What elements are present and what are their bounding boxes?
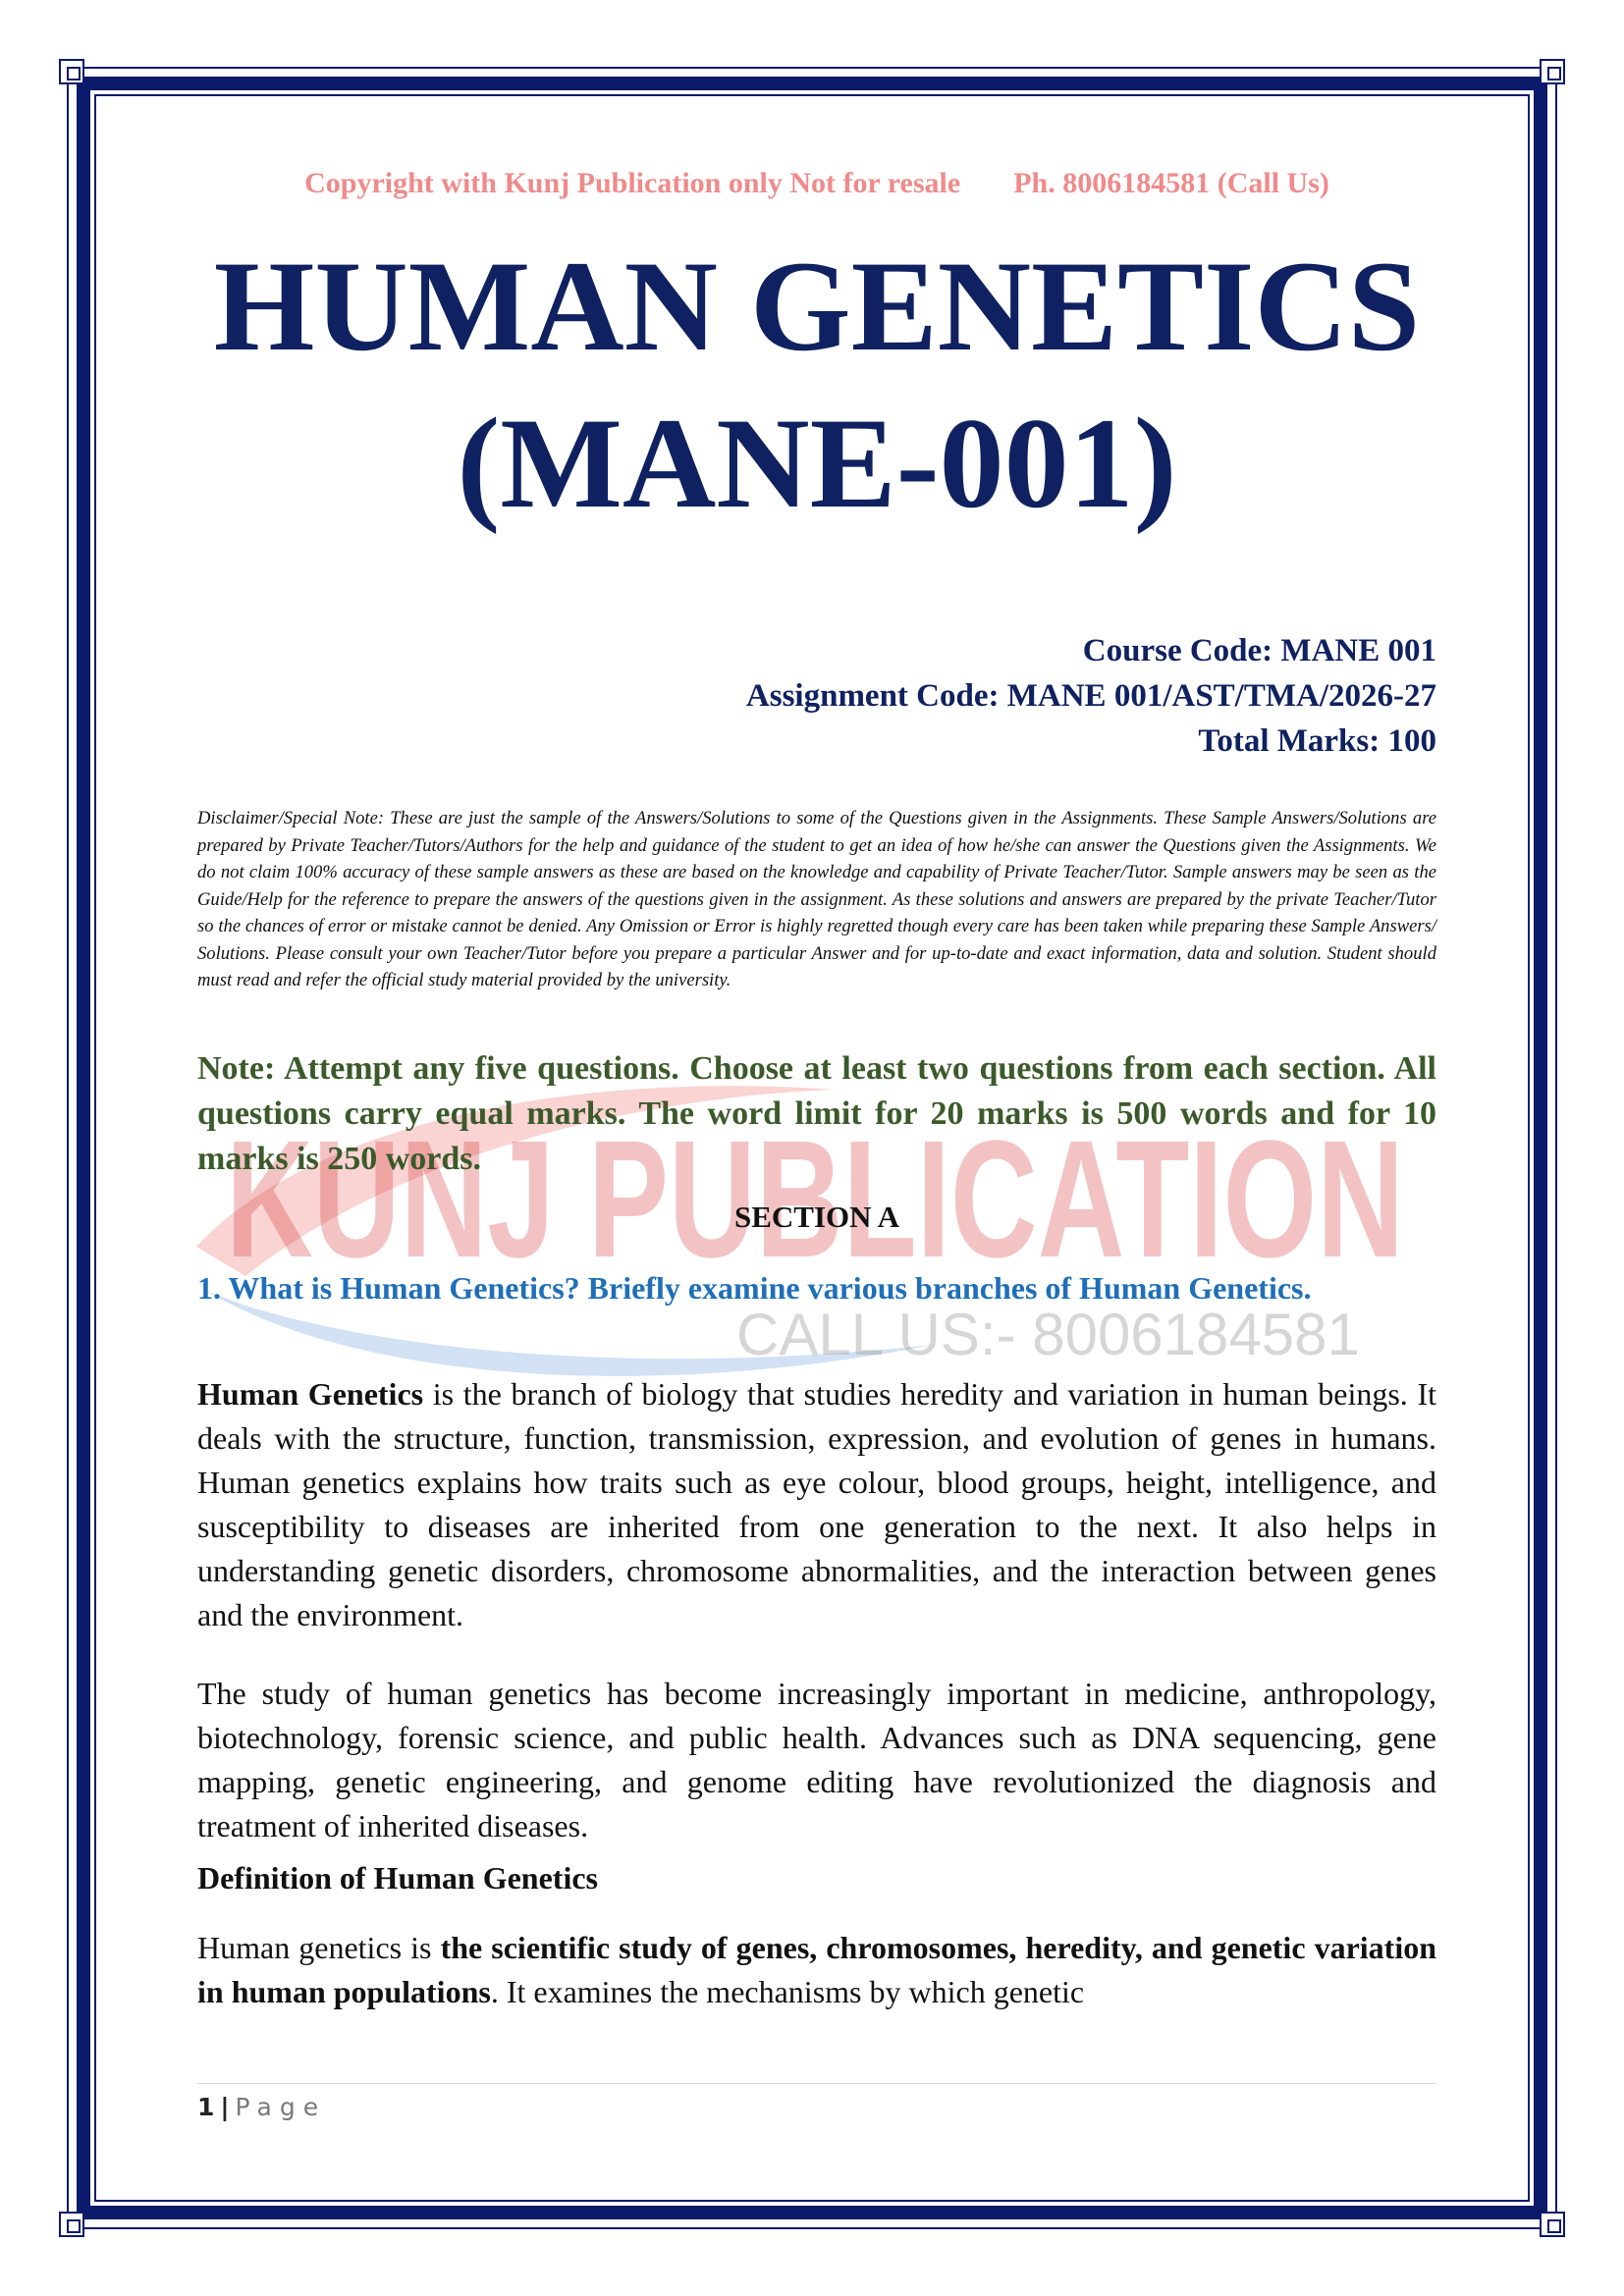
watermark-phone: CALL US:- 8006184581 [736, 1302, 1360, 1367]
page-label: Page [235, 2093, 327, 2121]
answer-paragraph-3 [197, 1926, 1436, 2014]
footer-separator: | [220, 2093, 230, 2121]
question-1: 1. What is Human Genetics? Briefly examine various branches of Human Genetics. [197, 1270, 1312, 1306]
document-title [197, 228, 1436, 542]
title-line-2: (MANE-001) [457, 391, 1177, 535]
answer-paragraph-1 [197, 1372, 1436, 1637]
corner-ornament-top-right [1540, 59, 1565, 84]
section-heading: SECTION A [734, 1200, 899, 1234]
page-footer [197, 2093, 326, 2121]
answer-paragraph-2: The study of human genetics has become increasingly important in medicine, anthropology, biotechnology, forensic science, and public health. Advances such as DNA sequencing, gene mapping, genetic engineering, and genome editing have revolutionized the diagnosis and treatment of inherited diseases. [197, 1676, 1436, 1843]
corner-ornament-bottom-left [59, 2212, 84, 2237]
title-line-1: HUMAN GENETICS [213, 234, 1421, 378]
footer-divider [197, 2083, 1436, 2084]
corner-ornament-bottom-right [1540, 2212, 1565, 2237]
answer-paragraph-1-text: is the branch of biology that studies heredity and variation in human beings. It deals with the structure, function, transmission, expression, and evolution of genes in humans. Human genetics explains how traits such as eye colour, blood groups, height, intelligence, and susceptibility to diseases are inherited from one generation to the next. It also helps in understanding genetic disorders, chromosome abnormalities, and the interaction between genes and the environment. [197, 1376, 1437, 1632]
answer-paragraph-3-rest: . It examines the mechanisms by which genetic [490, 1974, 1085, 2009]
answer-paragraph-3-start: Human genetics is [197, 1930, 441, 1965]
course-code: Course Code: MANE 001 [1082, 633, 1436, 668]
phone-number: Ph. 8006184581 (Call Us) [1013, 167, 1329, 199]
total-marks: Total Marks: 100 [1198, 723, 1436, 759]
disclaimer-note: Disclaimer/Special Note: These are just the sample of the Answers/Solutions to some of the Questions given in the Assignments. These Sample Answers/Solutions are prepared by Private Teacher/Tutors/Authors for the help and guidance of the student to get an idea of how he/she can answer the Questions given the Assignments. We do not claim 100% accuracy of these sample answers as these are based on the knowledge and capability of Private Teacher/Tutor. Sample answers may be seen as the Guide/Help for the reference to prepare the answers of the questions given in the assignment. As these solutions and answers are prepared by the private Teacher/Tutor so the chances of error or mistake cannot be denied. Any Omission or Error is highly regretted though every care has been taken while preparing these Sample Answers/ Solutions. Please consult your own Teacher/Tutor before you prepare a particular Answer and for up-to-date and exact information, data and solution. Student should must read and refer the official study material provided by the university. [197, 808, 1436, 990]
watermark-brand: KUNJ PUBLICATION [226, 1106, 1404, 1293]
page-number: 1 [197, 2093, 215, 2121]
term-human-genetics: Human Genetics [197, 1376, 424, 1412]
copyright-header [197, 167, 1436, 200]
course-codes [746, 628, 1436, 764]
definition-heading: Definition of Human Genetics [197, 1860, 598, 1896]
definition-emphasis: the scientific study of genes, chromosomes, heredity, and genetic variation in human populations [197, 1930, 1437, 2009]
assignment-code: Assignment Code: MANE 001/AST/TMA/2026-27 [745, 678, 1436, 714]
corner-ornament-top-left [59, 59, 84, 84]
copyright-text: Copyright with Kunj Publication only Not for resale [304, 167, 961, 199]
instructions-note: Note: Attempt any five questions. Choose at least two questions from each section. All questions carry equal marks. The word limit for 20 marks is 500 words and for 10 marks is 250 words. [197, 1050, 1436, 1177]
